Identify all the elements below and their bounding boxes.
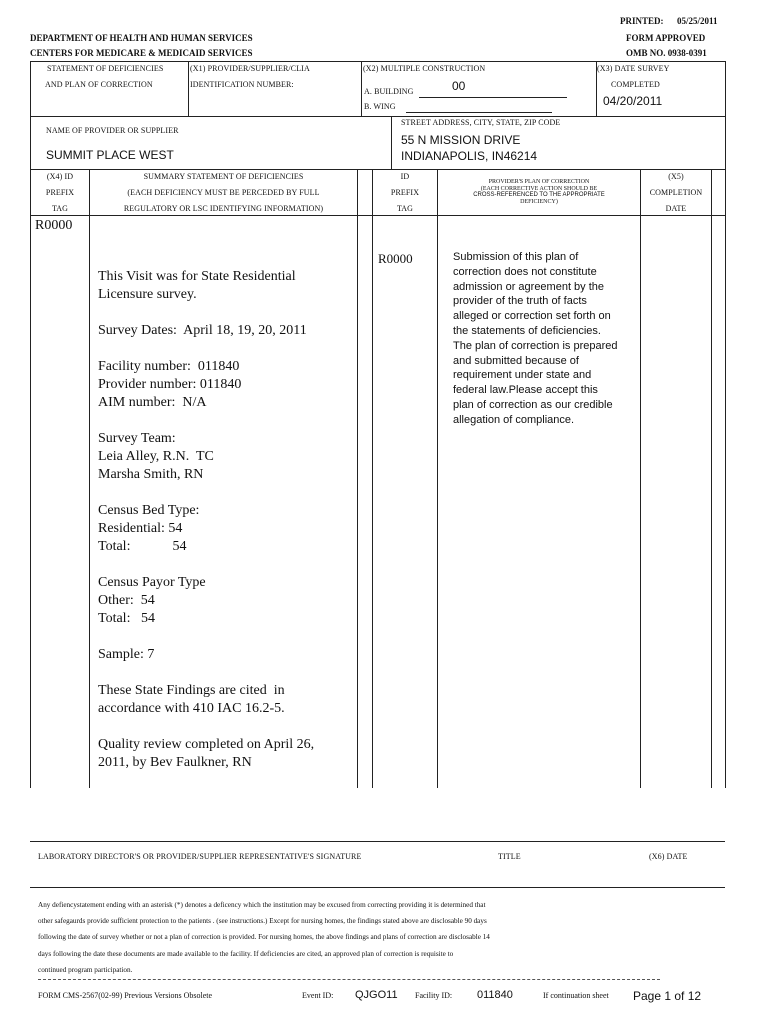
col-header-bottom: [30, 215, 725, 216]
x2-label: (X2) MULTIPLE CONSTRUCTION: [363, 64, 486, 73]
summary-line: [98, 664, 354, 682]
statement-label-2: AND PLAN OF CORRECTION: [45, 80, 153, 89]
centers-name: CENTERS FOR MEDICARE & MEDICAID SERVICES: [30, 48, 253, 58]
summary-line: [98, 340, 354, 358]
plan-header-3: CROSS-REFERENCED TO THE APPROPRIATE: [473, 192, 605, 198]
col-divider-x5: [711, 169, 712, 788]
left-tag: R0000: [35, 218, 73, 233]
event-id-value: QJGO11: [355, 989, 398, 1001]
summary-line: Census Bed Type:: [98, 503, 200, 518]
plan-line: Submission of this plan of: [453, 251, 579, 263]
summary-line: [98, 304, 354, 322]
summary-line: Sample: 7: [98, 647, 155, 662]
survey-date-value: 04/20/2011: [603, 94, 663, 108]
printed-date: 05/25/2011: [677, 16, 718, 26]
provider-name-value: SUMMIT PLACE WEST: [46, 148, 174, 162]
department-name: DEPARTMENT OF HEALTH AND HUMAN SERVICES: [30, 33, 253, 43]
id-header-2: PREFIX: [390, 188, 420, 197]
x5-header-2: COMPLETION: [649, 188, 703, 197]
x3-label-1: (X3) DATE SURVEY: [597, 64, 670, 73]
x3-label-2: COMPLETED: [611, 80, 660, 89]
col-divider-x4: [89, 169, 90, 788]
plan-line: plan of correction as our credible: [453, 398, 613, 411]
facility-id-value: 011840: [477, 989, 513, 1001]
disclaimer-line: other safegaurds provide sufficient protection to the patients . (see instructions.) Except for nursing homes, the findings stated above are disclosable 90 days: [38, 917, 487, 926]
summary-line: Facility number: 011840: [98, 359, 240, 374]
summary-line: Total: 54: [98, 611, 155, 626]
x4-header-3: TAG: [51, 204, 69, 213]
form-number: FORM CMS-2567(02-99) Previous Versions Obsolete: [38, 991, 213, 1000]
id-header-3: TAG: [396, 204, 414, 213]
summary-line: Survey Team:: [98, 431, 176, 446]
summary-line: AIM number: N/A: [98, 395, 207, 410]
summary-line: accordance with 410 IAC 16.2-5.: [98, 701, 285, 716]
table-right-border: [725, 61, 726, 788]
summary-line: Survey Dates: April 18, 19, 20, 2011: [98, 323, 307, 338]
summary-line: Other: 54: [98, 593, 155, 608]
summary-line: Total: 54: [98, 539, 187, 554]
building-value: 00: [452, 79, 466, 93]
summary-line: This Visit was for State Residential: [98, 269, 296, 284]
divider-x2: [361, 61, 362, 116]
summary-line: These State Findings are cited in: [98, 683, 285, 698]
plan-line: the statements of deficiencies.: [453, 324, 601, 337]
disclaimer: [38, 897, 718, 978]
summary-line: Quality review completed on April 26,: [98, 737, 315, 752]
x6-date-label: (X6) DATE: [649, 852, 688, 861]
disclaimer-line: Any defiencystatement ending with an asterisk (*) denotes a deficency which the institution may be excused from correcting providing it is determined that: [38, 901, 486, 909]
wing-underline: [406, 112, 552, 113]
table-left-border: [30, 61, 31, 788]
plan-line: alleged or correction set forth on: [453, 310, 611, 323]
divider-x1: [188, 61, 189, 116]
plan-header-4: DEFICIENCY): [520, 198, 558, 205]
printed-label: PRINTED:: [620, 16, 664, 26]
x1-label-1: (X1) PROVIDER/SUPPLIER/CLIA: [190, 64, 310, 73]
table-top-border: [30, 61, 725, 62]
street-value-2: INDIANAPOLIS, IN46214: [401, 149, 538, 163]
wing-label: B. WING: [364, 102, 396, 111]
plan-line: The plan of correction is prepared: [453, 339, 618, 352]
plan-of-correction: [453, 250, 638, 428]
provider-name-label: NAME OF PROVIDER OR SUPPLIER: [46, 126, 179, 135]
disclaimer-rule: [38, 979, 660, 980]
right-tag: R0000: [378, 251, 413, 266]
signature-bottom-line: [30, 887, 725, 888]
summary-line: Leia Alley, R.N. TC: [98, 449, 214, 464]
statement-label-1: STATEMENT OF DEFICIENCIES: [47, 64, 164, 73]
col-divider-gap: [372, 169, 373, 788]
signature-top-line: [30, 841, 725, 842]
summary-line: [98, 718, 354, 736]
summary-line: Census Payor Type: [98, 575, 206, 590]
disclaimer-line: continued program participation.: [38, 965, 133, 974]
summary-line: Licensure survey.: [98, 287, 197, 302]
summary-header-1: SUMMARY STATEMENT OF DEFICIENCIES: [143, 172, 304, 181]
plan-line: provider of the truth of facts: [453, 295, 587, 308]
x5-header-3: DATE: [665, 204, 687, 213]
plan-line: requirement under state and: [453, 369, 592, 382]
summary-header-2: (EACH DEFICIENCY MUST BE PERCEDED BY FULL: [127, 188, 320, 197]
id-header-1: ID: [400, 172, 410, 181]
plan-line: allegation of compliance.: [453, 413, 575, 426]
disclaimer-line: days following the date these documents are made available to the facility. If deficiencies are cited, an approved plan of correction is requisite to: [38, 949, 454, 958]
plan-header: [438, 179, 640, 205]
row1-bottom: [30, 116, 725, 117]
summary-header-3: REGULATORY OR LSC IDENTIFYING INFORMATION): [123, 204, 324, 213]
summary-line: Marsha Smith, RN: [98, 467, 204, 482]
x4-header-2: PREFIX: [45, 188, 75, 197]
disclaimer-line: following the date of survey whether or not a plan of correction is provided. For nursing homes, the above findings and plans of correction are disclosable 14: [38, 933, 490, 942]
title-label: TITLE: [498, 852, 521, 861]
col-divider-plan: [640, 169, 641, 788]
summary-line: [98, 412, 354, 430]
col-divider-summary: [357, 169, 358, 788]
plan-header-1: PROVIDER'S PLAN OF CORRECTION: [488, 179, 590, 185]
facility-id-label: Facility ID:: [415, 991, 453, 1000]
x4-header-1: (X4) ID: [46, 172, 74, 181]
summary-line: 2011, by Bev Faulkner, RN: [98, 755, 252, 770]
director-signature-label: LABORATORY DIRECTOR'S OR PROVIDER/SUPPLIER REPRESENTATIVE'S SIGNATURE: [38, 852, 362, 861]
summary-statement: [98, 268, 354, 772]
plan-header-2: (EACH CORRECTIVE ACTION SHOULD BE: [480, 185, 598, 192]
street-value-1: 55 N MISSION DRIVE: [401, 133, 521, 147]
building-label: A. BUILDING: [364, 87, 414, 96]
plan-line: federal law.Please accept this: [453, 384, 598, 397]
plan-line: correction does not constitute: [453, 265, 597, 278]
street-label: STREET ADDRESS, CITY, STATE, ZIP CODE: [401, 118, 561, 127]
summary-line: Residential: 54: [98, 521, 183, 536]
summary-line: [98, 628, 354, 646]
x1-label-2: IDENTIFICATION NUMBER:: [190, 80, 294, 89]
x5-header-1: (X5): [668, 172, 684, 181]
plan-line: and submitted because of: [453, 354, 579, 367]
continuation-label: If continuation sheet: [543, 991, 609, 1000]
plan-line: admission or agreement by the: [453, 280, 605, 293]
building-underline: [419, 97, 567, 98]
summary-line: [98, 484, 354, 502]
summary-line: Provider number: 011840: [98, 377, 242, 392]
omb-number: OMB NO. 0938-0391: [626, 48, 707, 58]
form-approved: FORM APPROVED: [626, 33, 706, 43]
event-id-label: Event ID:: [302, 991, 334, 1000]
row2-bottom: [30, 169, 725, 170]
divider-address: [391, 116, 392, 169]
col-divider-id: [437, 169, 438, 788]
summary-line: [98, 556, 354, 574]
page-number: Page 1 of 12: [633, 989, 702, 1003]
